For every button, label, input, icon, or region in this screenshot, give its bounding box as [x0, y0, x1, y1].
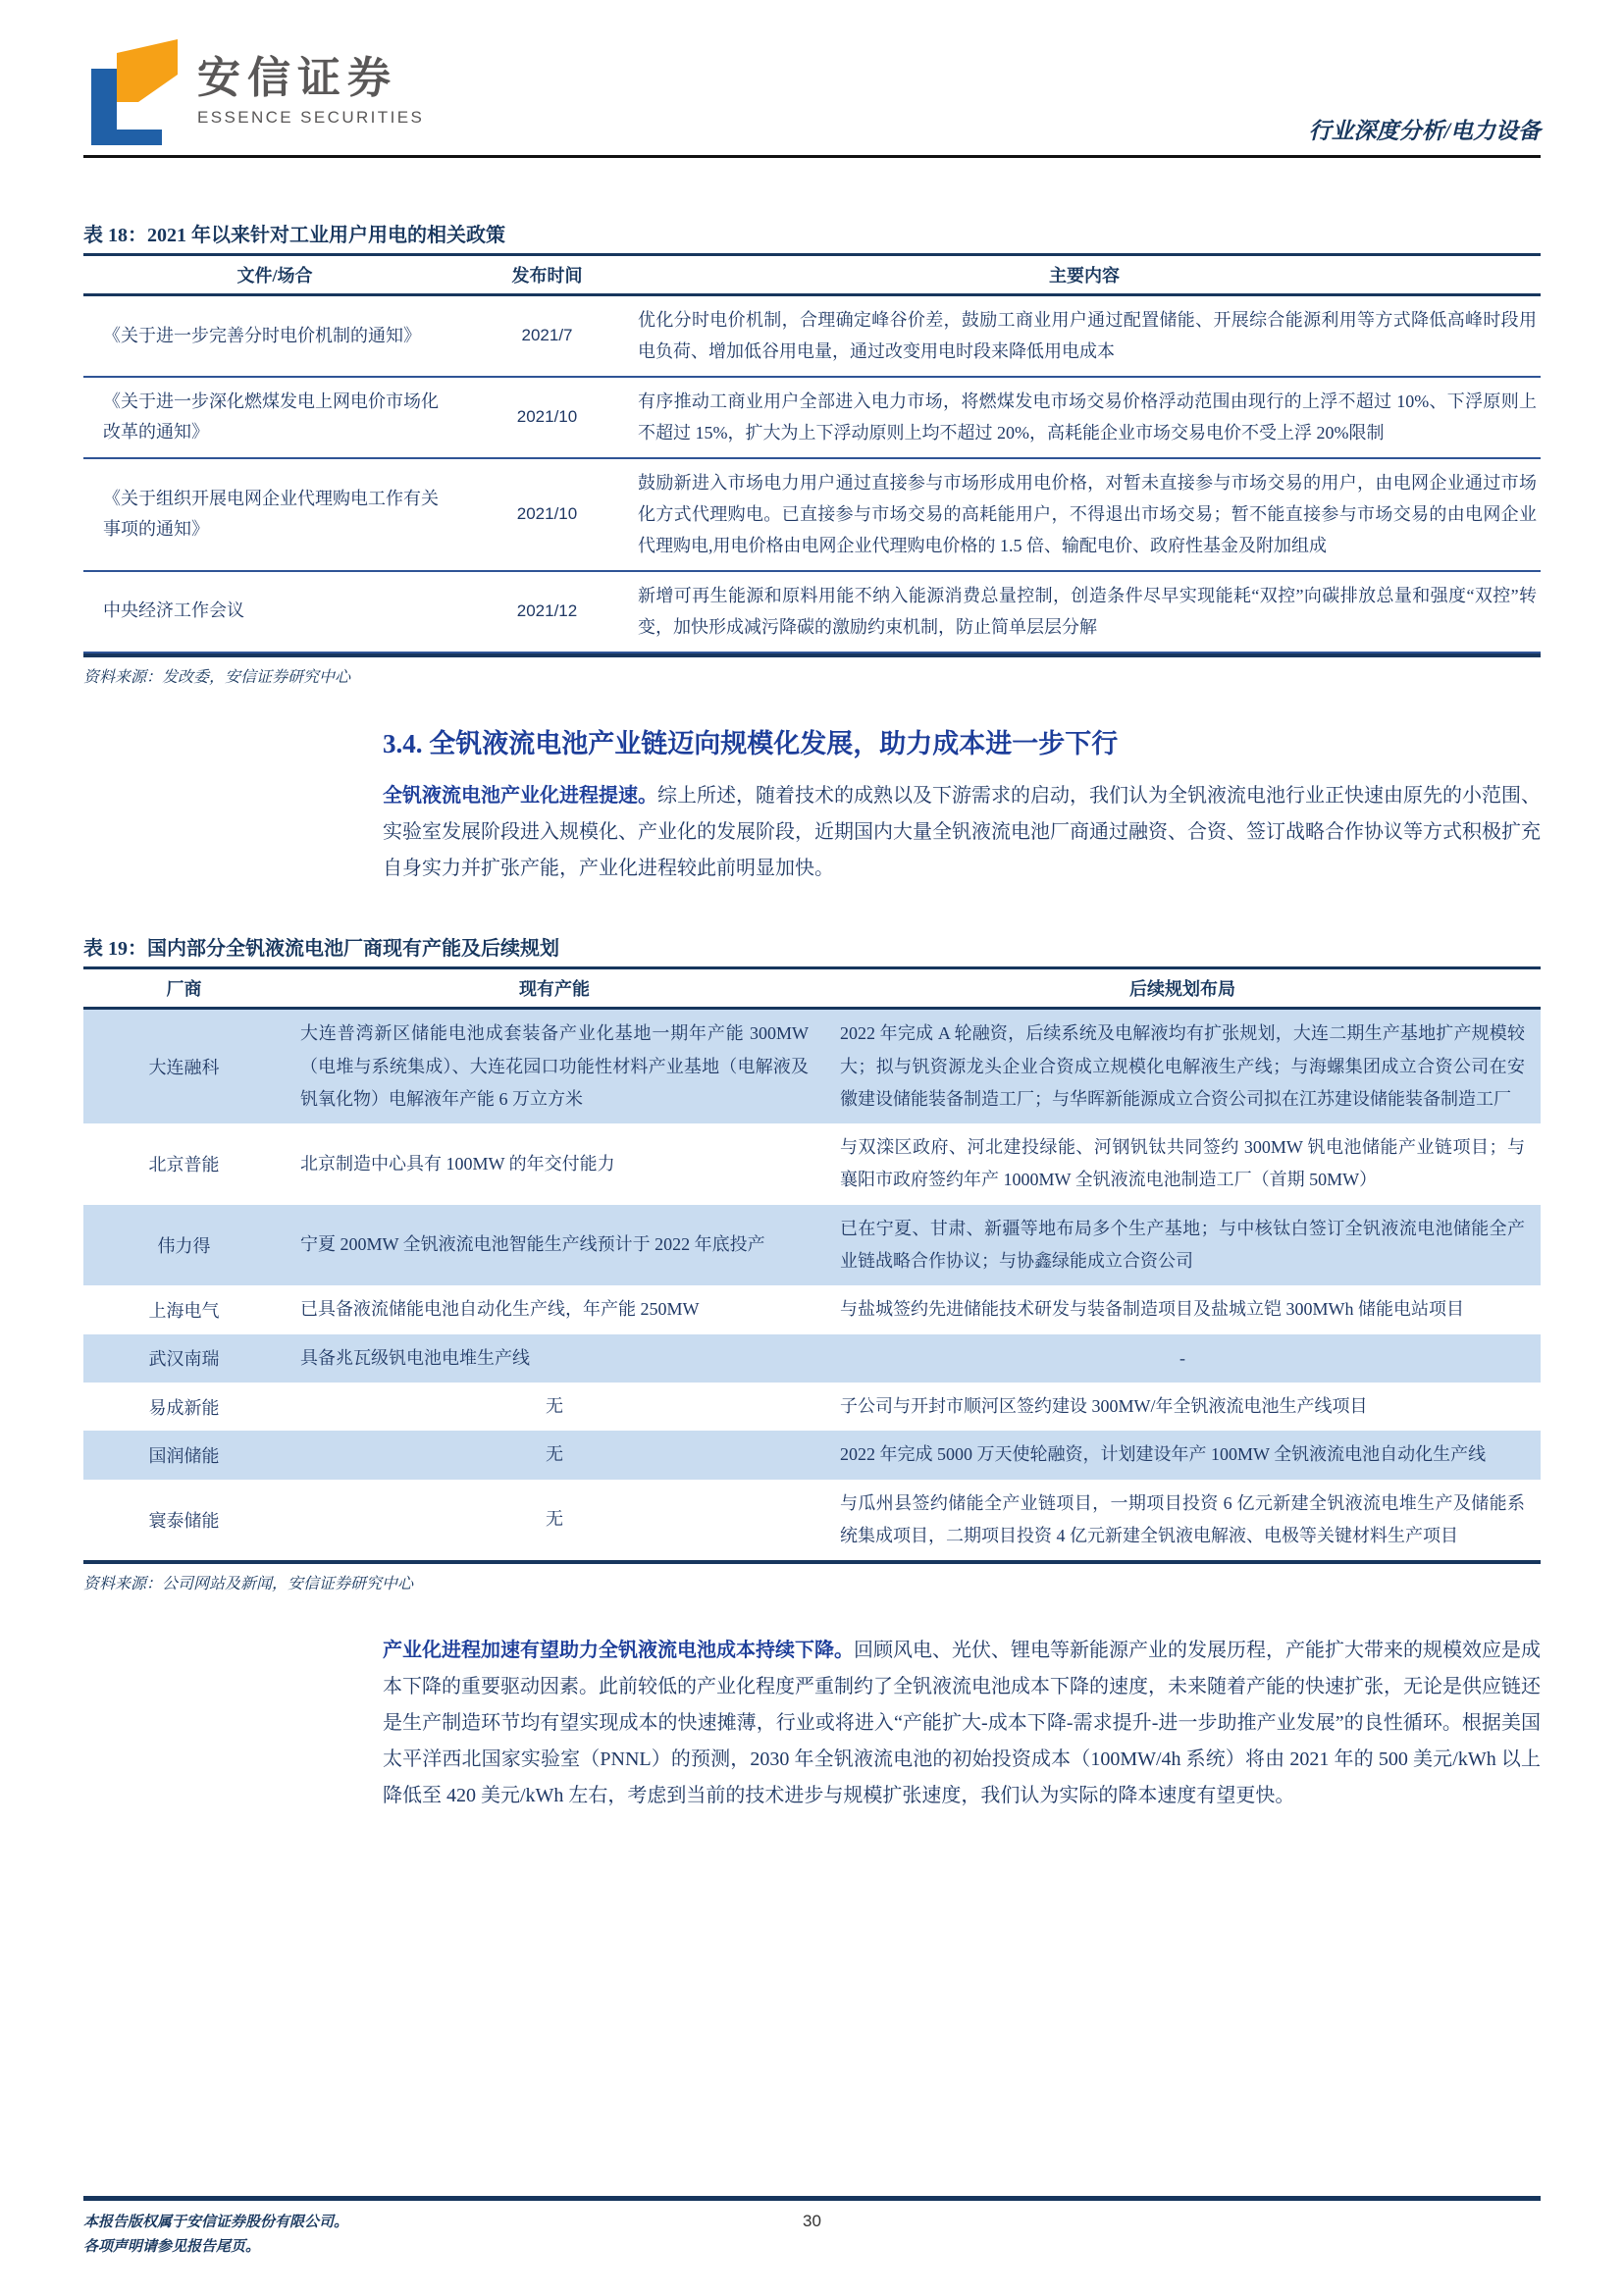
policy-content: 鼓励新进入市场电力用户通过直接参与市场形成用电价格，对暂未直接参与市场交易的用户，由电网企业通过市场化方式代理购电。已直接参与市场交易的高耗能用户，不得退出市场交易；暂不能直接参与市场交易的由电网企业代理购电,用电价格由电网企业代理购电价格的 1.5 倍、输配电价、政府性基金及附加组成: [638, 472, 1537, 556]
paragraph-body: 综上所述，随着技术的成熟以及下游需求的启动，我们认为全钒液流电池行业正快速由原先的小范围、实验室发展阶段进入规模化、产业化的发展阶段，近期国内大量全钒液流电池厂商通过融资、合资、签订战略合作协议等方式积极扩充自身实力并扩张产能，产业化进程较此前明显加快。: [383, 785, 1541, 880]
page-number: 30: [803, 2212, 821, 2230]
vendor-name: 国润储能: [148, 1445, 220, 1466]
vendor-capacity: 无: [546, 1395, 563, 1416]
table19-header-row: [83, 969, 1541, 1007]
report-type-label: 行业深度分析/电力设备: [1308, 119, 1541, 143]
section-heading: 3.4. 全钒液流电池产业链迈向规模化发展，助力成本进一步下行: [383, 728, 1119, 758]
section-3-4: [383, 728, 1541, 888]
table-row: [83, 1205, 1541, 1286]
vendor-name: 大连融科: [148, 1058, 220, 1078]
vendor-plan: 2022 年完成 5000 万天使轮融资，计划建设年产 100MW 全钒液流电池自动化生产线: [840, 1444, 1487, 1465]
policy-date: 2021/7: [521, 326, 573, 345]
table-row: [83, 1383, 1541, 1431]
table18-col-doc: 文件/场合: [236, 266, 313, 286]
vendor-name: 伟力得: [157, 1236, 211, 1257]
footer-divider: [83, 2196, 1541, 2201]
brand: [83, 37, 424, 147]
cost-paragraph: [383, 1633, 1541, 1814]
policy-content: 有序推动工商业用户全部进入电力市场，将燃煤发电市场交易价格浮动范围由现行的上浮不超过 10%、下浮原则上不超过 15%，扩大为上下浮动原则上均不超过 20%，高耗能企业市场交易电价不受上浮 20%限制: [638, 391, 1537, 444]
page-footer: [83, 2196, 1541, 2260]
vendor-name: 上海电气: [148, 1300, 220, 1321]
vendor-name: 易成新能: [148, 1397, 220, 1418]
policy-doc: 《关于组织开展电网企业代理购电工作有关事项的通知》: [103, 488, 439, 540]
paragraph-body: 回顾风电、光伏、锂电等新能源产业的发展历程，产能扩大带来的规模效应是成本下降的重要驱动因素。此前较低的产业化程度严重制约了全钒液流电池成本下降的速度，未来随着产能的快速扩张，无论是供应链还是生产制造环节均有望实现成本的快速摊薄，行业或将进入“产能扩大-成本下降-需求提升-进一步助推产业发展”的良性循环。根据美国太平洋西北国家实验室（PNNL）的预测，2030 年全钒液流电池的初始投资成本（100MW/4h 系统）将由 2021 年的 500 美元/kWh 以上降低至 420 美元/kWh 左右，考虑到当前的技术进步与规模扩张速度，我们认为实际的降本速度有望更快。: [383, 1640, 1541, 1807]
paragraph-lead: 产业化进程加速有望助力全钒液流电池成本持续下降。: [383, 1640, 854, 1662]
table-row: [83, 378, 1541, 459]
policy-date: 2021/10: [516, 504, 578, 524]
table19-source: 资料来源：公司网站及新闻，安信证券研究中心: [83, 1576, 414, 1593]
paragraph-lead: 全钒液流电池产业化进程提速。: [383, 785, 657, 808]
table-row: [83, 1431, 1541, 1479]
vendor-capacity: 具备兆瓦级钒电池电堆生产线: [300, 1347, 530, 1368]
table19-col-plan: 后续规划布局: [1129, 979, 1235, 1000]
policy-doc: 《关于进一步完善分时电价机制的通知》: [103, 325, 421, 345]
table18-source: 资料来源：发改委，安信证券研究中心: [83, 668, 351, 686]
policy-content: 优化分时电价机制，合理确定峰谷价差，鼓励工商业用户通过配置储能、开展综合能源利用等方式降低高峰时段用电负荷、增加低谷用电量，通过改变用电时段来降低用电成本: [638, 310, 1537, 362]
vendor-capacity: 已具备液流储能电池自动化生产线，年产能 250MW: [300, 1299, 700, 1320]
vendor-plan: 与双滦区政府、河北建投绿能、河钢钒钛共同签约 300MW 钒电池储能产业链项目；与襄阳市政府签约年产 1000MW 全钒液流电池制造工厂（首期 50MW）: [840, 1137, 1525, 1190]
cost-paragraph-section: [383, 1633, 1541, 1814]
footer-copyright: 本报告版权属于安信证券股份有限公司。: [83, 2215, 349, 2230]
table-row: [83, 572, 1541, 653]
policy-date: 2021/12: [516, 601, 578, 621]
vendor-capacity: 北京制造中心具有 100MW 的年交付能力: [300, 1153, 615, 1174]
footer-statement: 各项声明请参见报告尾页。: [83, 2238, 261, 2255]
vendor-capacity: 宁夏 200MW 全钒液流电池智能生产线预计于 2022 年底投产: [300, 1234, 765, 1255]
table-row: [83, 1334, 1541, 1383]
table-row: [83, 459, 1541, 572]
policy-table-section: [83, 219, 1541, 687]
table18-col-date: 发布时间: [511, 266, 583, 286]
essence-securities-logo-icon: [83, 37, 182, 147]
table19-col-vendor: 厂商: [166, 979, 202, 1000]
vendor-capacity: 无: [546, 1444, 563, 1465]
table18-col-content: 主要内容: [1049, 266, 1120, 286]
vendor-plan: 已在宁夏、甘肃、新疆等地布局多个生产基地；与中核钛白签订全钒液流电池储能全产业链战略合作协议；与协鑫绿能成立合资公司: [840, 1218, 1525, 1272]
vendor-plan: 与盐城签约先进储能技术研发与装备制造项目及盐城立铠 300MWh 储能电站项目: [840, 1299, 1464, 1320]
table19-title: 表 19：国内部分全钒液流电池厂商现有产能及后续规划: [83, 938, 559, 961]
policy-doc: 《关于进一步深化燃煤发电上网电价市场化改革的通知》: [103, 391, 439, 443]
table-row: [83, 1285, 1541, 1333]
table-row: [83, 1010, 1541, 1123]
table19-col-capacity: 现有产能: [519, 979, 590, 1000]
vendor-plan: 子公司与开封市顺河区签约建设 300MW/年全钒液流电池生产线项目: [840, 1395, 1368, 1416]
vendor-name: 武汉南瑞: [148, 1349, 220, 1370]
brand-name-cn: 安信证券: [197, 54, 397, 102]
vendor-plan: -: [1179, 1347, 1185, 1368]
table18-title: 表 18：2021 年以来针对工业用户用电的相关政策: [83, 225, 505, 246]
vendor-plan: 2022 年完成 A 轮融资，后续系统及电解液均有扩张规划，大连二期生产基地扩产规模较大；拟与钒资源龙头企业合资成立规模化电解液生产线；与海螺集团成立合资公司在安徽建设储能装备制造工厂；与华晖新能源成立合资公司拟在江苏建设储能装备制造工厂: [840, 1023, 1525, 1109]
section-paragraph: [383, 778, 1541, 887]
vendor-capacity: 大连普湾新区储能电池成套装备产业化基地一期年产能 300MW（电堆与系统集成）、大连花园口功能性材料产业基地（电解液及钒氧化物）电解液年产能 6 万立方米: [300, 1023, 809, 1109]
table18-header-row: [83, 256, 1541, 293]
table-row: [83, 296, 1541, 378]
vendor-capacity: 无: [546, 1509, 563, 1530]
table-row: [83, 1480, 1541, 1561]
vendor-name: 寰泰储能: [148, 1510, 220, 1531]
vendor-name: 北京普能: [148, 1155, 220, 1175]
brand-text: [197, 37, 424, 128]
vendor-table-section: [83, 932, 1541, 1593]
brand-name-en: ESSENCE SECURITIES: [197, 108, 425, 128]
page-header: [83, 37, 1541, 147]
policy-date: 2021/10: [516, 407, 578, 427]
policy-content: 新增可再生能源和原料用能不纳入能源消费总量控制，创造条件尽早实现能耗“双控”向碳排放总量和强度“双控”转变，加快形成减污降碳的激励约束机制，防止简单层层分解: [638, 585, 1537, 638]
page-content: [0, 37, 1624, 1814]
table-row: [83, 1123, 1541, 1205]
header-divider: [83, 155, 1541, 158]
vendor-plan: 与瓜州县签约储能全产业链项目，一期项目投资 6 亿元新建全钒液流电堆生产及储能系统集成项目，二期项目投资 4 亿元新建全钒液电解液、电极等关键材料生产项目: [840, 1492, 1525, 1545]
table19-rule-bottom: [83, 1560, 1541, 1564]
policy-doc: 中央经济工作会议: [103, 600, 244, 621]
table18-rule-bottom: [83, 653, 1541, 657]
